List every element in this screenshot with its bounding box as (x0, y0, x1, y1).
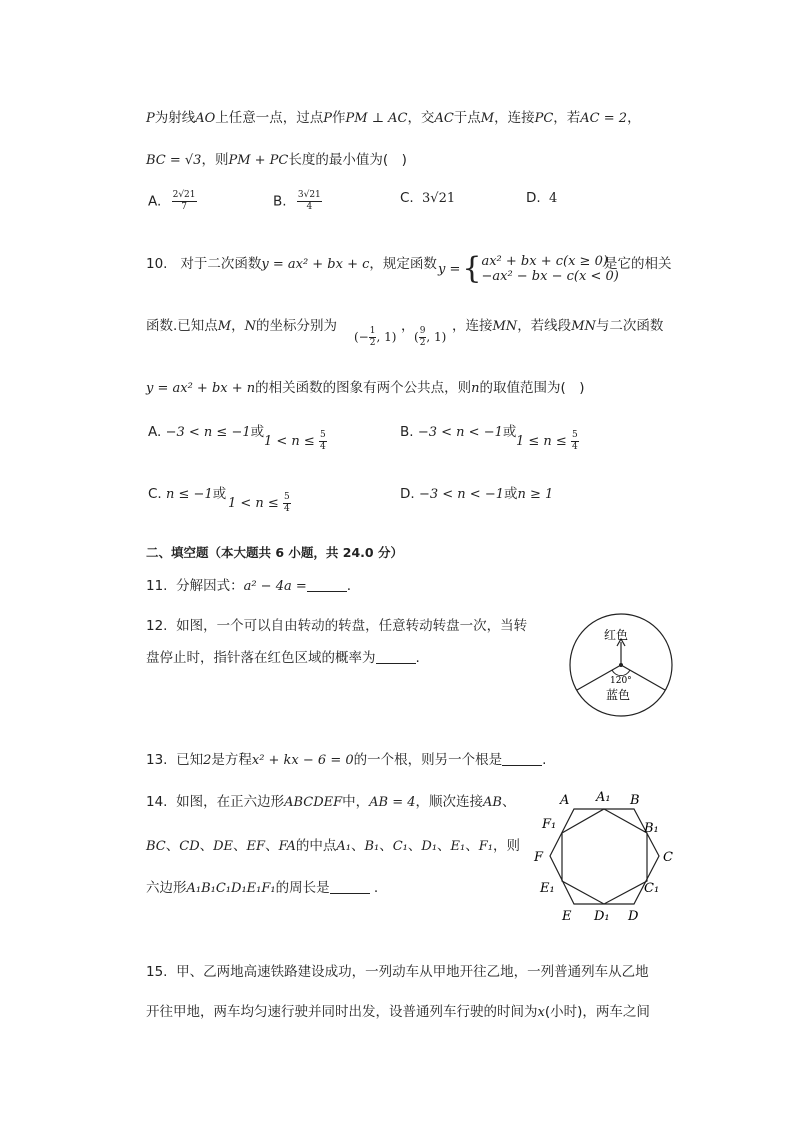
text-run: 作 (332, 110, 346, 126)
math-expr: 2 (203, 753, 212, 768)
text-run: ， (231, 318, 245, 334)
q9-option-a[interactable]: A. $\frac{2√21}{7}$ (148, 190, 196, 212)
svg-text:D: D (628, 909, 639, 924)
math-expr: FA (278, 839, 296, 854)
math-expr: N (244, 319, 256, 334)
text-run: 、 (407, 838, 422, 854)
q9-option-b[interactable]: B. $\frac{3√21}{4}$ (273, 190, 321, 212)
q10-line1-end: 是它的相关 (604, 256, 672, 272)
text-run: 、 (165, 838, 180, 854)
math-expr: n (471, 381, 480, 396)
hexagon-figure (530, 786, 680, 926)
text-run: ，则 (492, 838, 520, 854)
svg-text:D₁: D₁ (594, 909, 610, 924)
q14-line2 (146, 834, 520, 854)
math-expr: y = ax² + bx + n (146, 381, 256, 396)
q15-line2: 开往甲地，两车均匀速行驶并同时出发，设普通列车行驶的时间为x(小时)，两车之间 (146, 1004, 650, 1020)
inner-hexagon (562, 809, 647, 904)
q12-line2: 盘停止时，指针落在红色区域的概率为 . (146, 650, 420, 666)
text-run: 、 (437, 838, 451, 854)
text-run: 、 (199, 838, 214, 854)
q10-option-c[interactable]: C. n ≤ −1或 (148, 486, 227, 502)
math-expr: M (480, 111, 495, 126)
math-expr: P (323, 111, 333, 126)
q14-line1: 14. 如图，在正六边形ABCDEF中，AB = 4，顺次连接AB、 (146, 794, 516, 810)
svg-text:B₁: B₁ (644, 821, 659, 836)
text-run: ，若 (553, 110, 581, 126)
q15-line1: 15. 甲、乙两地高速铁路建设成功，一列动车从甲地开往乙地，一列普通列车从乙地 (146, 964, 649, 980)
svg-text:F: F (534, 850, 544, 865)
text-run: 、 (265, 838, 279, 854)
answer-blank[interactable] (502, 753, 542, 766)
text-run: ，连接 (494, 110, 535, 126)
q10-option-a-2: 1 < n ≤ $\frac{5}{4}$ (264, 430, 326, 452)
text-run: 上任意一点，过点 (215, 110, 324, 126)
section-title: 二、填空题（本大题共 6 小题，共 24.0 分） (146, 545, 403, 560)
text-run: 是方程 (211, 752, 252, 768)
math-expr: AO (195, 111, 216, 126)
text-run: 的坐标分别为 (255, 318, 337, 334)
q14-line3: 六边形A₁B₁C₁D₁E₁F₁的周长是 . (146, 880, 379, 896)
text-run: 、 (379, 838, 393, 854)
q10-line1: 10. 对于二次函数y = ax² + bx + c，规定函数 (146, 256, 437, 272)
text-run: 的取值范围为( ) (479, 380, 585, 396)
text-run: 如图，在正六边形 (176, 794, 285, 810)
text-run: 、 (350, 838, 365, 854)
blue-label: 蓝色 (606, 688, 631, 702)
spinner-figure (568, 612, 674, 718)
text-run: ，交 (407, 110, 435, 126)
svg-text:E: E (562, 909, 572, 924)
math-expr: DE (213, 839, 234, 854)
math-expr: B₁ (364, 839, 380, 854)
math-expr: C₁ (392, 839, 408, 854)
text-run: ，则 (201, 152, 229, 168)
text-run: 为射线 (154, 110, 196, 126)
math-expr: P (146, 111, 155, 126)
q10-coord-m: (− $\frac{1}{2}$ , 1) (354, 326, 397, 348)
q13: 13. 已知2是方程x² + kx − 6 = 0的一个根，则另一个根是 . (146, 752, 547, 768)
math-expr: BC = √3 (146, 153, 202, 168)
answer-blank[interactable] (376, 651, 416, 664)
q10-option-b-2: 1 ≤ n ≤ $\frac{5}{4}$ (516, 430, 578, 452)
q9-option-d[interactable]: D. 4 (526, 190, 558, 206)
text-run: 、 (465, 838, 479, 854)
answer-blank[interactable] (307, 579, 347, 592)
text-run: 已知 (176, 752, 204, 768)
svg-text:C: C (663, 850, 673, 865)
q10-option-b[interactable]: B. −3 < n < −1或 (400, 424, 517, 440)
math-expr: AC = 2 (580, 111, 628, 126)
math-expr: F₁ (478, 839, 493, 854)
math-expr: CD (179, 839, 200, 854)
q10-piecewise: y = { ax² + bx + c(x ≥ 0) −ax² − bx − c(x < 0) (438, 251, 619, 286)
math-expr: BC (146, 839, 166, 854)
q10-option-a[interactable]: A. −3 < n ≤ −1或 (148, 424, 265, 440)
math-expr: D₁ (421, 839, 438, 854)
math-expr: MN (492, 319, 518, 334)
math-expr: M (217, 319, 232, 334)
math-expr: AC (434, 111, 454, 126)
math-expr: PM + PC (228, 153, 289, 168)
math-expr: PC (534, 111, 554, 126)
text-run: ，若线段 (517, 318, 572, 334)
svg-text:E₁: E₁ (540, 881, 555, 896)
svg-text:A: A (560, 793, 570, 808)
q12-line1: 12. 如图，一个可以自由转动的转盘，任意转动转盘一次，当转 (146, 618, 528, 634)
svg-text:B: B (630, 793, 640, 808)
text-run: 中， (342, 794, 370, 810)
math-expr: MN (571, 319, 596, 334)
text-run: 于点 (453, 110, 481, 126)
q9-line2 (146, 148, 407, 168)
math-expr: x² + kx − 6 = 0 (251, 753, 354, 768)
math-expr: AB (483, 795, 502, 810)
q10-coord-n: ( $\frac{9}{2}$ , 1) (414, 326, 447, 348)
svg-text:A₁: A₁ (596, 790, 611, 805)
outer-hexagon (550, 809, 659, 904)
text-run: ，连接 (452, 318, 493, 334)
q10-comma: ， (401, 318, 415, 334)
text-run: 、 (501, 794, 516, 810)
q10-number: 10. (146, 256, 168, 272)
q11: 11. 分解因式：a² − 4a = . (146, 578, 352, 594)
answer-blank[interactable] (330, 881, 370, 894)
q9-line1 (146, 106, 641, 126)
text-run: 长度的最小值为( ) (288, 152, 407, 168)
math-expr: EF (246, 839, 266, 854)
svg-text:F₁: F₁ (542, 817, 557, 832)
math-expr: A₁ (336, 839, 351, 854)
q10-line3 (146, 376, 585, 396)
text-run: 的中点 (295, 838, 337, 854)
math-expr: ABCDEF (284, 795, 343, 810)
text-run: ，顺次连接 (415, 794, 484, 810)
q10-line2b (452, 314, 663, 334)
red-label: 红色 (604, 628, 629, 642)
svg-text:C₁: C₁ (644, 881, 660, 896)
math-expr: E₁ (450, 839, 466, 854)
text-run: 的相关函数的图象有两个公共点，则 (255, 380, 472, 396)
q10-option-c-2: 1 < n ≤ $\frac{5}{4}$ (228, 492, 290, 514)
math-expr: AB = 4 (369, 795, 416, 810)
angle-label: 120° (610, 676, 632, 686)
math-expr: PM ⊥ AC (345, 111, 408, 126)
text-run: 与二次函数 (595, 318, 664, 334)
text-run: ， (627, 110, 641, 126)
q9-option-c[interactable]: C. 3√21 (400, 190, 456, 206)
q10-option-d[interactable]: D. −3 < n < −1或n ≥ 1 (400, 486, 554, 502)
text-run: 的一个根，则另一个根是 (353, 752, 503, 768)
q10-line2 (146, 314, 337, 334)
text-run: 、 (233, 838, 247, 854)
text-run: 函数.已知点 (146, 318, 218, 334)
